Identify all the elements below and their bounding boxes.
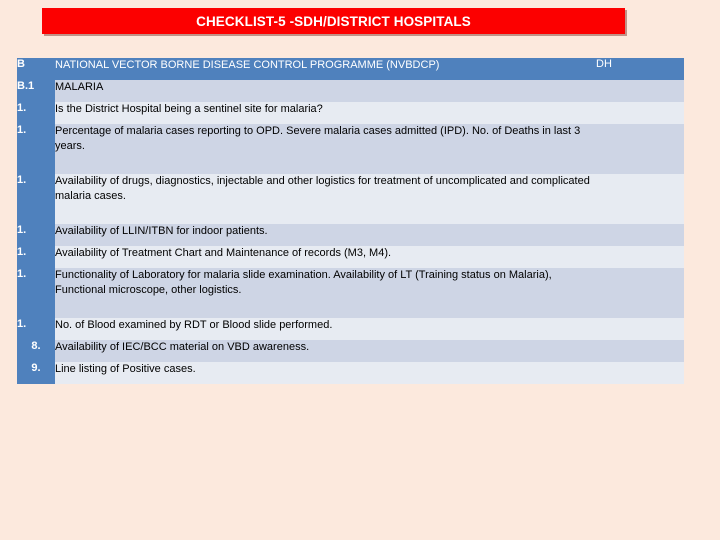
table-row [17,102,684,124]
table-row [17,224,684,246]
header-cell-code: B [17,58,55,80]
row-code: 1. [17,174,55,224]
row-description: Availability of IEC/BCC material on VBD awareness. [55,340,596,362]
table-header-row [17,58,684,80]
table-row [17,318,684,340]
row-code: 1. [17,224,55,246]
row-dh-value[interactable] [596,174,684,224]
table-row [17,80,684,102]
page-title: CHECKLIST-5 -SDH/DISTRICT HOSPITALS [196,13,471,29]
row-code: 1. [17,102,55,124]
checklist-table-body [17,58,684,384]
header-cell-dh: DH [596,58,684,80]
row-description: Functionality of Laboratory for malaria slide examination. Availability of LT (Training status on Malaria), Functional microscope, other logistics. [55,268,596,318]
row-description: Is the District Hospital being a sentinel site for malaria? [55,102,596,124]
row-dh-value[interactable] [596,246,684,268]
row-code: 8. [17,340,55,362]
row-code: 9. [17,362,55,384]
row-dh-value[interactable] [596,224,684,246]
row-dh-value[interactable] [596,340,684,362]
table-row [17,124,684,174]
row-dh-value[interactable] [596,362,684,384]
row-description: Availability of drugs, diagnostics, injectable and other logistics for treatment of uncomplicated and complicated malaria cases. [55,174,596,224]
checklist-table [17,58,684,384]
row-code: 1. [17,246,55,268]
row-dh-value[interactable] [596,124,684,174]
row-dh-value[interactable] [596,80,684,102]
row-description: Percentage of malaria cases reporting to OPD. Severe malaria cases admitted (IPD). No. of Deaths in last 3 years. [55,124,596,174]
table-row [17,268,684,318]
row-dh-value[interactable] [596,318,684,340]
header-cell-description: NATIONAL VECTOR BORNE DISEASE CONTROL PROGRAMME (NVBDCP) [55,58,596,80]
row-code: 1. [17,318,55,340]
row-description: Availability of LLIN/ITBN for indoor patients. [55,224,596,246]
table-row [17,246,684,268]
row-code: B.1 [17,80,55,102]
row-code: 1. [17,124,55,174]
row-dh-value[interactable] [596,268,684,318]
row-description: No. of Blood examined by RDT or Blood slide performed. [55,318,596,340]
row-description: MALARIA [55,80,596,102]
row-description: Line listing of Positive cases. [55,362,596,384]
row-dh-value[interactable] [596,102,684,124]
table-row [17,340,684,362]
row-code: 1. [17,268,55,318]
row-description: Availability of Treatment Chart and Maintenance of records (M3, M4). [55,246,596,268]
page-title-banner [42,8,625,34]
table-row [17,362,684,384]
table-row [17,174,684,224]
